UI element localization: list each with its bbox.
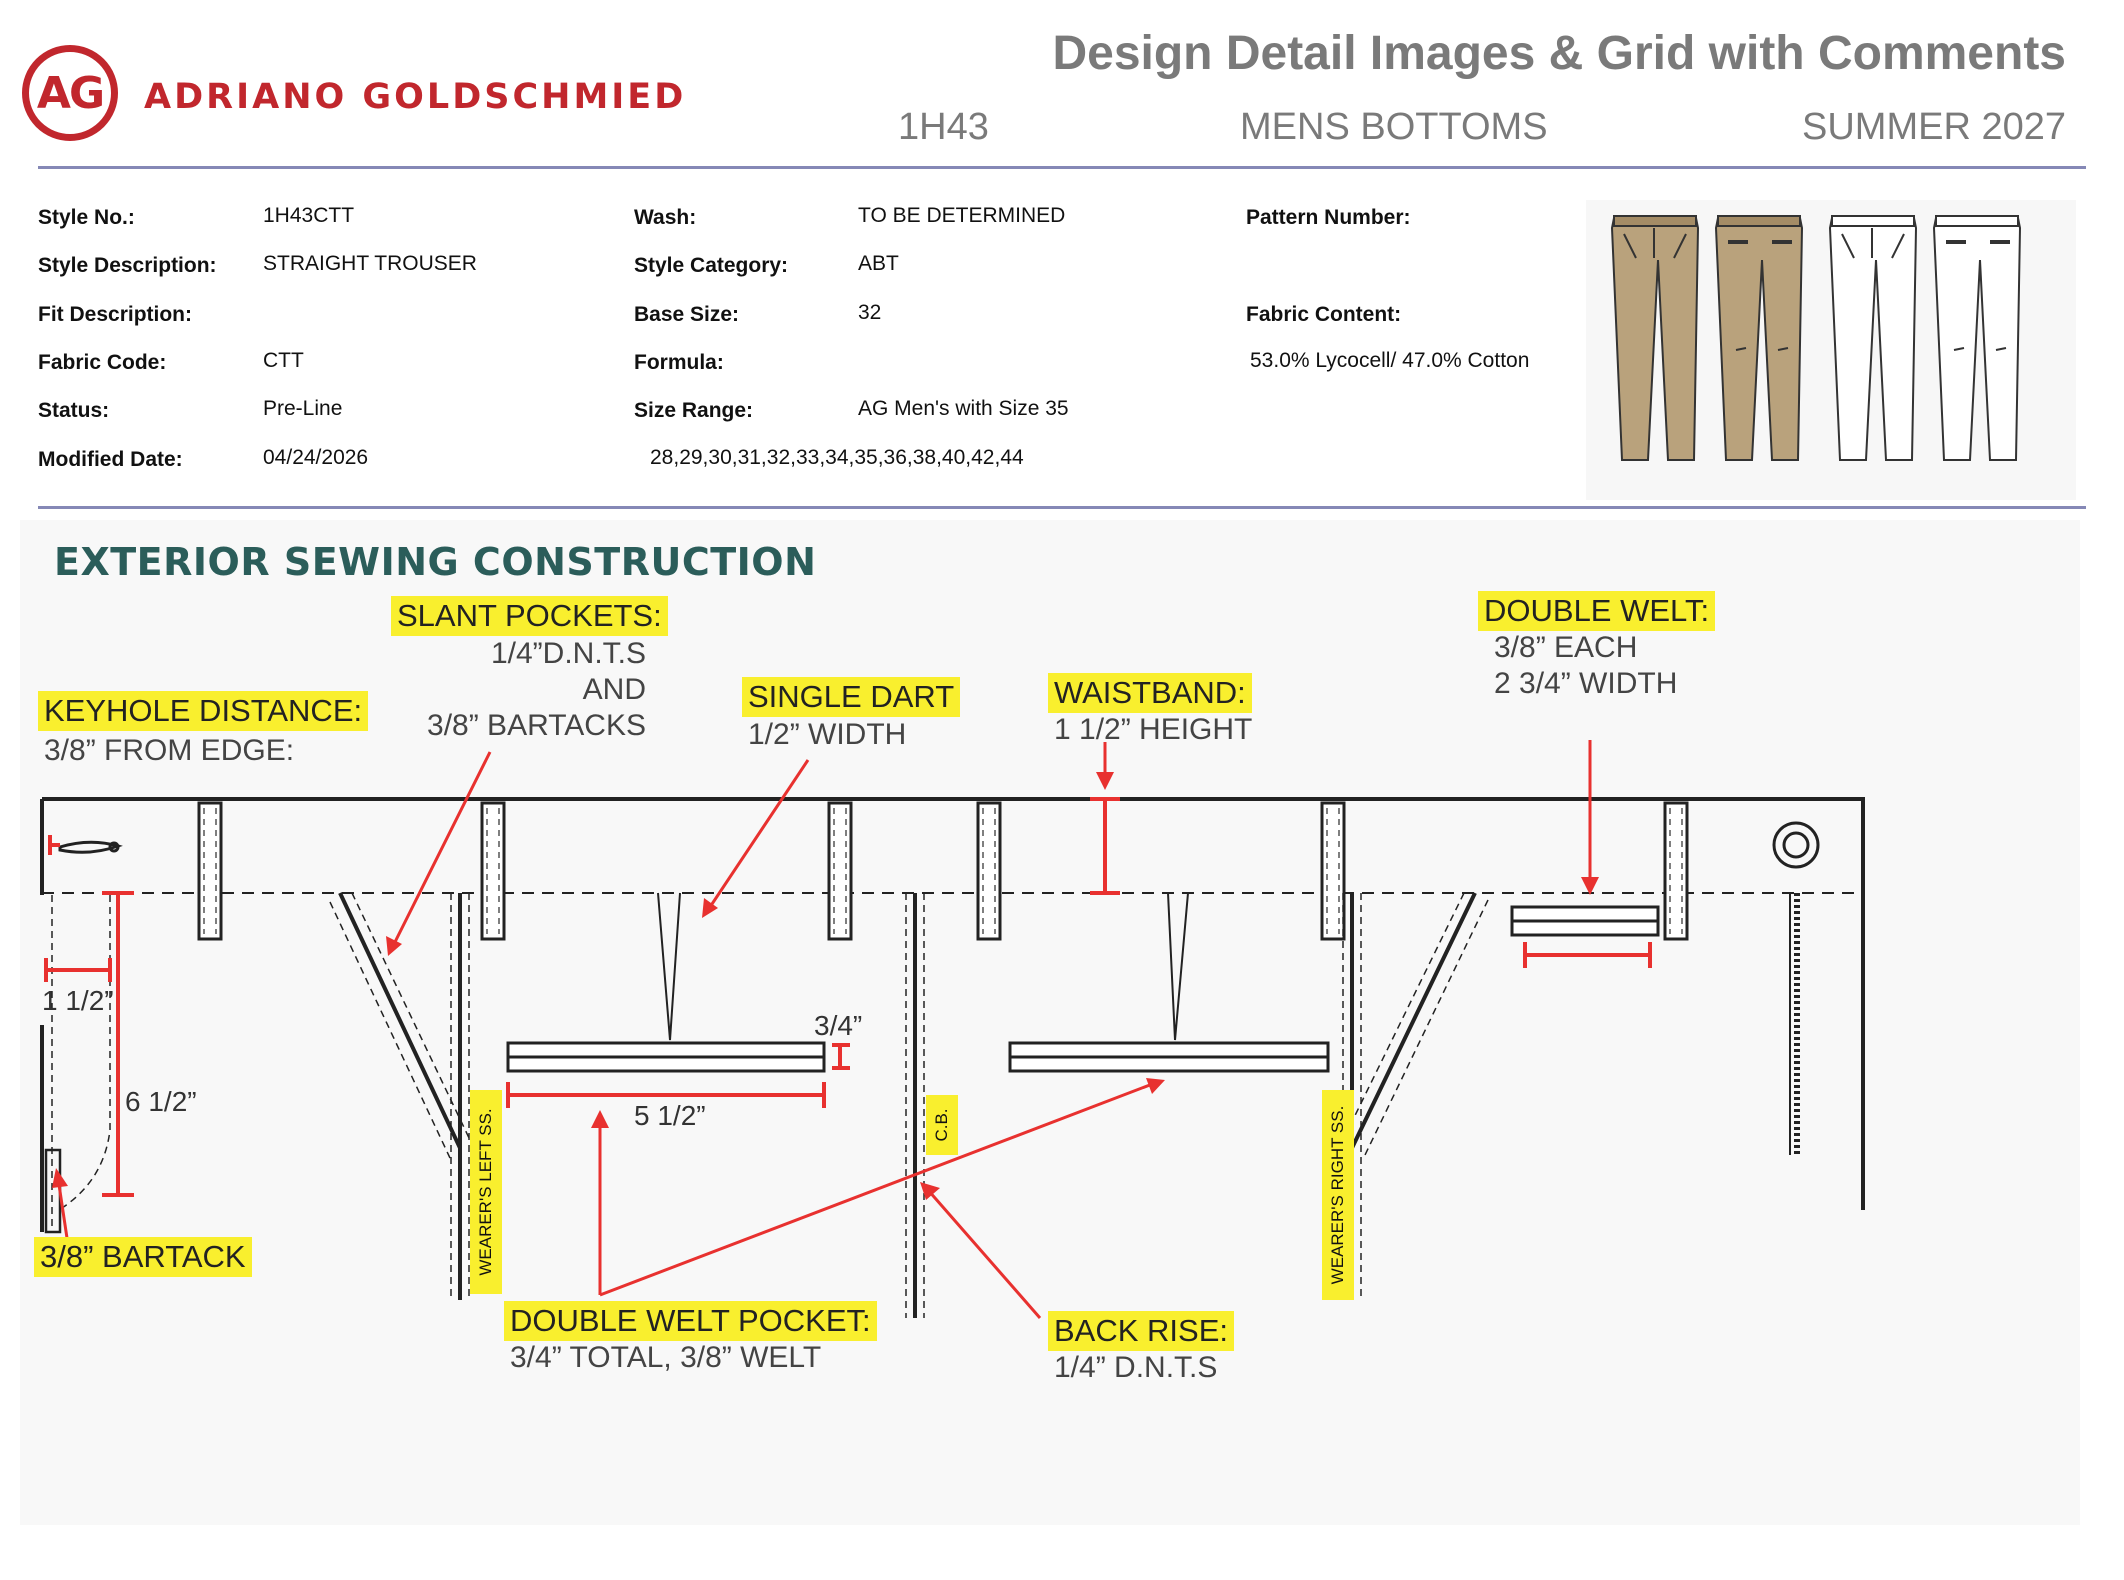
slant-pockets-notes: 1/4”D.N.T.S AND 3/8” BARTACKS (427, 637, 646, 742)
double-welt-pocket-callout: DOUBLE WELT POCKET: (504, 1301, 877, 1341)
single-dart-notes: 1/2” WIDTH (748, 718, 907, 751)
style-category-label: Style Category: (634, 254, 789, 277)
measurement-keyhole-width: 1 1/2” (42, 985, 114, 1016)
base-size-label: Base Size: (634, 303, 740, 326)
style-no-label: Style No.: (38, 206, 135, 229)
size-range-value: AG Men's with Size 35 (858, 397, 1069, 420)
status-value: Pre-Line (263, 397, 343, 420)
keyhole-callout: KEYHOLE DISTANCE: (38, 691, 368, 731)
back-rise-notes: 1/4” D.N.T.S (1054, 1351, 1218, 1384)
cb-label: C.B. (926, 1095, 958, 1155)
page-title: Design Detail Images & Grid with Comments (1052, 27, 2066, 80)
keyhole-buttonhole (60, 842, 118, 852)
style-description-value: STRAIGHT TROUSER (263, 252, 477, 275)
double-welt-callout: DOUBLE WELT: (1478, 591, 1715, 631)
left-ss-label: WEARER'S LEFT SS. (470, 1090, 502, 1294)
size-list: 28,29,30,31,32,33,34,35,36,38,40,42,44 (650, 446, 1024, 469)
front-double-welt (1512, 907, 1658, 935)
measurement-welt-width: 5 1/2” (634, 1100, 706, 1131)
section-title: EXTERIOR SEWING CONSTRUCTION (54, 540, 817, 584)
logo-wordmark: ADRIANO GOLDSCHMIED (144, 77, 687, 117)
logo-letters: AG (36, 67, 104, 119)
season: SUMMER 2027 (1802, 106, 2066, 148)
slant-pockets-callout: SLANT POCKETS: (391, 596, 668, 636)
formula-label: Formula: (634, 351, 724, 374)
modified-date-value: 04/24/2026 (263, 446, 369, 469)
fabric-code-value: CTT (263, 349, 304, 372)
fit-description-label: Fit Description: (38, 303, 193, 326)
waistband-callout: WAISTBAND: (1048, 673, 1252, 713)
measurement-fly-length: 6 1/2” (125, 1086, 197, 1117)
fabric-content-value: 53.0% Lycocell/ 47.0% Cotton (1250, 349, 1530, 372)
waistband-button (1774, 823, 1818, 867)
double-welt-pocket-notes: 3/4” TOTAL, 3/8” WELT (510, 1341, 822, 1374)
fabric-content-label: Fabric Content: (1246, 303, 1402, 326)
wash-value: TO BE DETERMINED (858, 204, 1066, 227)
single-dart-callout: SINGLE DART (742, 677, 960, 717)
style-no-value: 1H43CTT (263, 204, 355, 227)
product-category: MENS BOTTOMS (1240, 106, 1548, 148)
modified-date-label: Modified Date: (38, 448, 183, 471)
base-size-value: 32 (858, 301, 882, 324)
measurement-welt-height: 3/4” (814, 1010, 863, 1041)
waistband-notes: 1 1/2” HEIGHT (1054, 713, 1253, 746)
bartack-callout: 3/8” BARTACK (34, 1237, 252, 1277)
style-category-value: ABT (858, 252, 899, 275)
status-label: Status: (38, 399, 110, 422)
pattern-number-label: Pattern Number: (1246, 206, 1411, 229)
darts (658, 893, 1188, 1040)
back-rise-callout: BACK RISE: (1048, 1311, 1234, 1351)
welt-pockets (508, 1043, 1328, 1071)
wash-label: Wash: (634, 206, 697, 229)
size-range-label: Size Range: (634, 399, 754, 422)
right-ss-label: WEARER'S RIGHT SS. (1322, 1090, 1354, 1300)
style-code: 1H43 (898, 106, 989, 148)
fabric-code-label: Fabric Code: (38, 351, 167, 374)
keyhole-notes: 3/8” FROM EDGE: (44, 734, 295, 767)
seams (451, 893, 1361, 1318)
fly-stitching (42, 893, 1797, 1232)
style-description-label: Style Description: (38, 254, 217, 277)
arrow-heads (52, 772, 1599, 1200)
double-welt-notes: 3/8” EACH 2 3/4” WIDTH (1494, 631, 1678, 700)
